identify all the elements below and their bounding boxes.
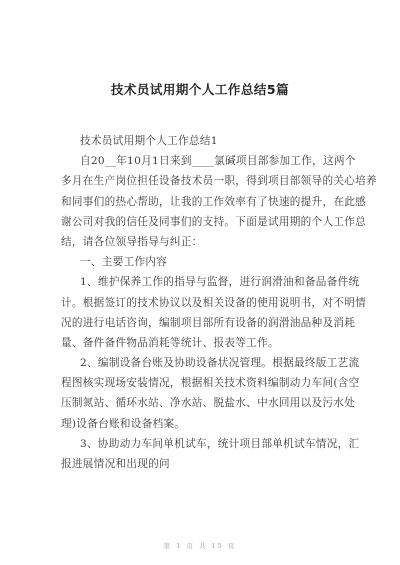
document-title: 技术员试用期个人工作总结5篇 [110, 82, 290, 97]
paragraph-line: 量、备件备件物品消耗等统计、报表等工作。 [61, 336, 279, 349]
paragraph-line: 2、编制设备台账及协助设备状况管理。根据最终版工艺流 [80, 357, 360, 370]
paragraph-line: 结，请各位领导指导与纠正： [61, 235, 203, 248]
paragraph-line: 理)设备台账和设备档案。 [61, 417, 186, 430]
paragraph-line: 多月在生产岗位担任设备技术员一职，得到项目部领导的关心培养 [61, 175, 377, 188]
paragraph-line: 谢公司对我的信任及同事们的支持。下面是试用期的个人工作总 [61, 215, 367, 228]
paragraph-line: 报进展情况和出现的问 [61, 458, 170, 470]
paragraph-line: 1、维护保养工作的指导与监督，进行润滑油和备品备件统 [80, 276, 360, 289]
paragraph-line: 计。根据签订的技术协议以及相关设备的使用说明书，对不明情 [61, 296, 367, 309]
section-heading: 技术员试用期个人工作总结1 [80, 135, 218, 147]
paragraph-line: 程图核实现场安装情况，根据相关技术资料编制动力车间(含空 [61, 377, 360, 390]
paragraph-line: 压制氮站、循环水站、净水站、脱盐水、中水回用以及污水处 [61, 397, 356, 410]
document-body [61, 131, 377, 474]
paragraph-line: 况的进行电话咨询，编制项目部所有设备的润滑油品种及消耗 [61, 316, 356, 329]
paragraph-line: 3、协助动力车间单机试车，统计项目部单机试车情况，汇 [80, 437, 360, 450]
paragraph-line: 和同事们的热心帮助，让我的工作效率有了快速的提升，在此感 [61, 195, 367, 208]
page-number-footer: 第 1 页 共 15 页 [163, 542, 237, 550]
paragraph-line: 自20__年10月1日来到____氯碱项目部参加工作，这两个 [80, 155, 356, 168]
subsection-heading: 一、主要工作内容 [80, 256, 168, 269]
